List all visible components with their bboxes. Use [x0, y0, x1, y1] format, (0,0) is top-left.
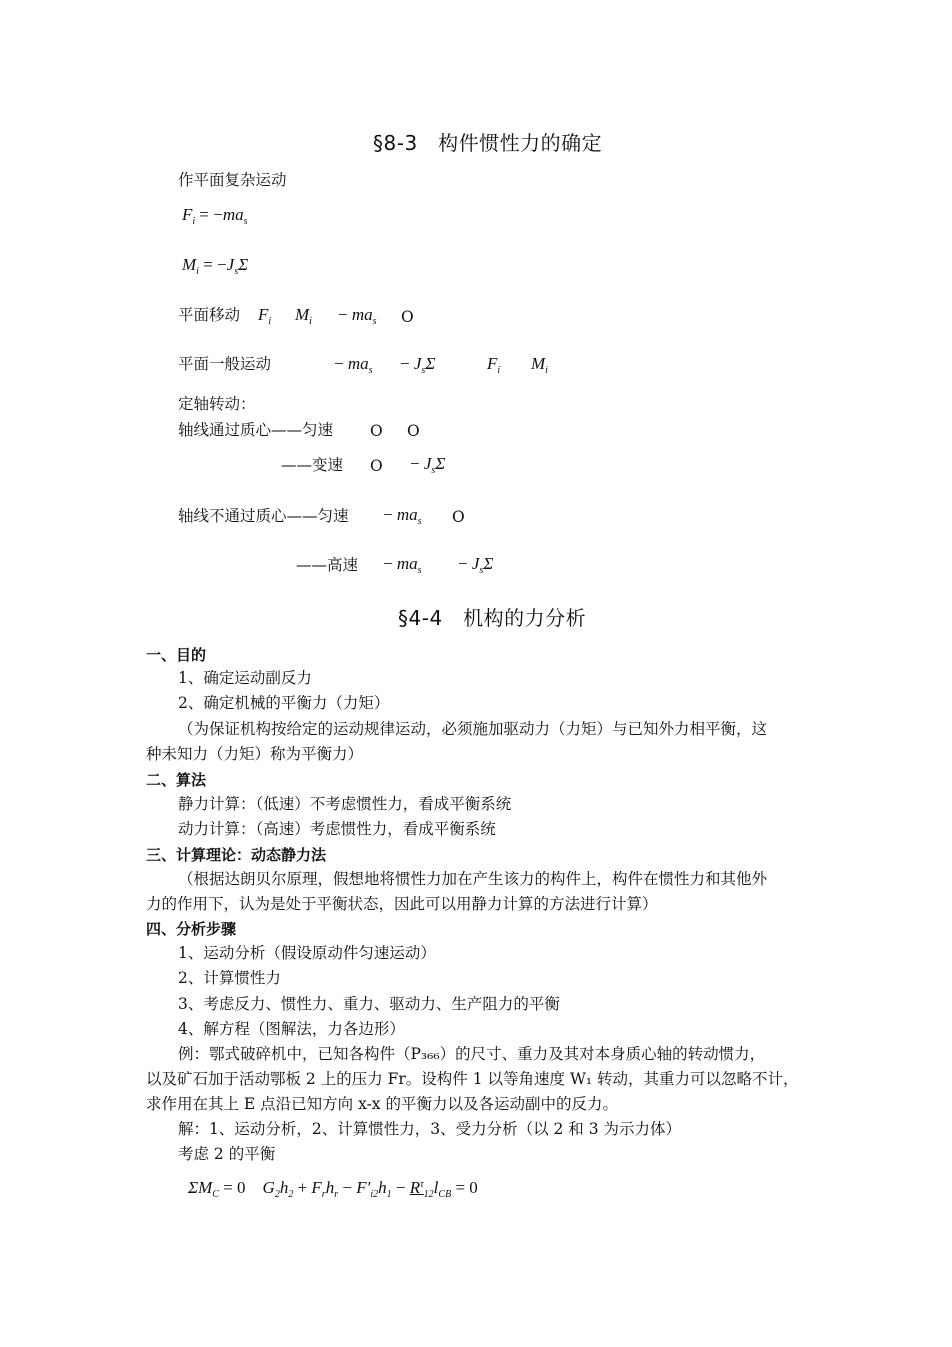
theory-heading: 三、计算理论：动态静力法 [146, 846, 327, 864]
plane-general-label: 平面一般运动 [178, 355, 272, 373]
steps-item-1: 1、运动分析（假设原动件匀速运动） [178, 944, 436, 962]
theory-line-1: （根据达朗贝尔原理，假想地将惯性力加在产生该力的构件上，构件在惯性力和其他外 [178, 870, 768, 888]
plane-move-label: 平面移动 [178, 306, 241, 324]
purpose-item-1: 1、确定运动副反力 [178, 669, 312, 687]
purpose-item-2: 2、确定机械的平衡力（力矩） [178, 694, 390, 712]
variable-label: ——变速 [281, 456, 344, 474]
example-line-2: 以及矿石加于活动鄂板 2 上的压力 Fr。设构件 1 以等角速度 W₁ 转动，其重力可以忽略不计， [146, 1070, 799, 1088]
section-title-8-3: §8-3 构件惯性力的确定 [373, 131, 603, 155]
not-through-center-label: 轴线不通过质心——匀速 [178, 507, 349, 525]
through-center-zero-1: O [370, 422, 383, 440]
steps-item-3: 3、考虑反力、惯性力、重力、驱动力、生产阻力的平衡 [178, 995, 560, 1013]
plane-move-value: − $ma_s$ [338, 305, 377, 327]
plane-general-fi: $F_i$ [487, 354, 501, 376]
high-speed-label: ——高速 [296, 556, 359, 574]
algorithm-static: 静力计算：（低速）不考虑惯性力，看成平衡系统 [178, 795, 512, 813]
theory-line-2: 力的作用下，认为是处于平衡状态，因此可以用静力计算的方法进行计算） [146, 895, 658, 913]
purpose-heading: 一、目的 [146, 646, 207, 664]
plane-move-zero: O [401, 308, 414, 326]
steps-heading: 四、分析步骤 [146, 920, 237, 938]
variable-zero: O [370, 457, 383, 475]
intro-text: 作平面复杂运动 [178, 171, 287, 189]
not-through-center-zero: O [452, 508, 465, 526]
fixed-axis-label: 定轴转动： [178, 395, 256, 413]
high-speed-ma: − $ma_s$ [383, 554, 422, 576]
variable-js: − $J_s\Sigma$ [410, 454, 446, 476]
not-through-center-ma: − $ma_s$ [383, 505, 422, 527]
example-line-3: 求作用在其上 E 点沿已知方向 x-x 的平衡力以及各运动副中的反力。 [146, 1095, 618, 1113]
through-center-label: 轴线通过质心——匀速 [178, 421, 334, 439]
plane-general-ma: − $ma_s$ [334, 354, 373, 376]
plane-move-fi: $F_i$ [258, 305, 272, 327]
high-speed-js: − $J_s\Sigma$ [458, 554, 494, 576]
consider-text: 考虑 2 的平衡 [178, 1145, 276, 1163]
plane-move-mi: $M_i$ [295, 305, 312, 327]
plane-general-mi: $M_i$ [531, 354, 548, 376]
solution-text: 解：1、运动分析，2、计算惯性力，3、受力分析（以 2 和 3 为示力体） [178, 1120, 682, 1138]
purpose-note-line-2: 种未知力（力矩）称为平衡力） [146, 745, 364, 763]
algorithm-heading: 二、算法 [146, 771, 207, 789]
steps-item-2: 2、计算惯性力 [178, 969, 281, 987]
formula-inertia-force: $F_i = -ma_s$ [182, 205, 248, 227]
steps-item-4: 4、解方程（图解法，力各边形） [178, 1020, 405, 1038]
through-center-zero-2: O [407, 422, 420, 440]
formula-inertia-moment: $M_i = -J_s\Sigma$ [182, 255, 249, 277]
example-line-1: 例：鄂式破碎机中，已知各构件（P₃₆₆）的尺寸、重力及其对本身质心轴的转动惯力， [178, 1045, 766, 1063]
algorithm-dynamic: 动力计算：（高速）考虑惯性力，看成平衡系统 [178, 820, 496, 838]
section-title-4-4: §4-4 机构的力分析 [398, 606, 587, 630]
purpose-note-line-1: （为保证机构按给定的运动规律运动，必须施加驱动力（力矩）与已知外力相平衡，这 [178, 720, 768, 738]
equilibrium-equation: $\Sigma M_C = 0$ $G_2h_2 + F_rh_r - F'_{i2}h_1 - R^\tau_{12}l_{CB} = 0$ [188, 1178, 478, 1200]
plane-general-js: − $J_s\Sigma$ [400, 354, 436, 376]
